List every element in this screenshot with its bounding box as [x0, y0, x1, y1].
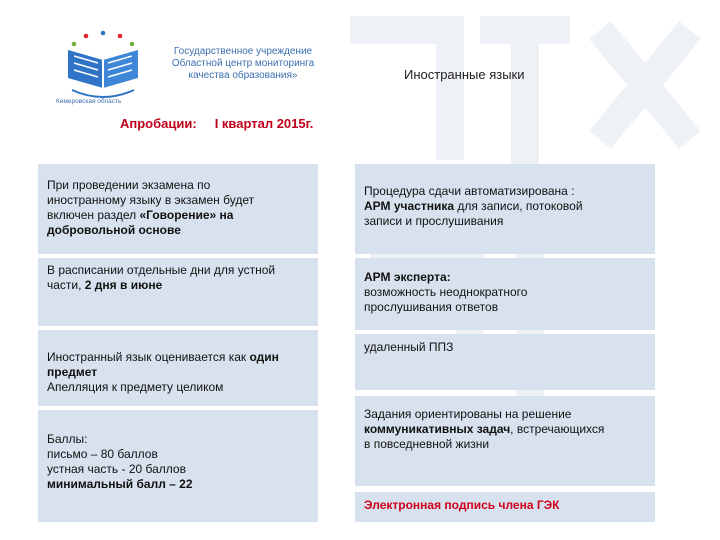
approbation-label: Апробации: [120, 116, 197, 131]
single-subject-box [38, 330, 318, 406]
oral-schedule-box [38, 258, 318, 326]
box-text: в повседневной жизни [364, 437, 490, 451]
box-bold-text: 2 дня в июне [84, 278, 163, 292]
region-label: Кемеровская область [56, 98, 122, 105]
digital-signature-box [355, 492, 655, 522]
box-bold-text: «Говорение» на [139, 208, 234, 222]
box-text: устная часть - 20 баллов [47, 462, 186, 476]
box-text: включен раздел [47, 208, 140, 222]
box-bold-text: добровольной основе [47, 223, 181, 237]
box-text: В расписании отдельные дни для устной [47, 263, 276, 277]
box-bold-text: АРМ эксперта: [364, 270, 451, 284]
box-text: Процедура сдачи автоматизирована : [364, 184, 575, 198]
box-text: Задания ориентированы на решение [364, 407, 572, 421]
scores-box [38, 410, 318, 522]
box-bold-text: один [249, 350, 279, 364]
remote-ppz-box [355, 334, 655, 390]
box-text: , встречающихся [510, 422, 605, 436]
box-text: прослушивания ответов [364, 300, 499, 314]
slide-title: Иностранные языки [404, 67, 525, 82]
communicative-tasks-box [355, 396, 655, 486]
digital-signature-text: Электронная подпись члена ГЭК [364, 498, 560, 512]
box-text: записи и прослушивания [364, 214, 504, 228]
box-text: Баллы: [47, 432, 88, 446]
box-text: При проведении экзамена по [47, 178, 211, 192]
approbation-period: I квартал 2015г. [214, 116, 314, 131]
org-line-1: Государственное учреждение [173, 46, 313, 57]
box-bold-text: коммуникативных задач [364, 422, 511, 436]
box-text: удаленный ППЗ [364, 340, 454, 354]
box-text: письмо – 80 баллов [47, 447, 158, 461]
organization-name [148, 46, 338, 82]
exam-speaking-box [38, 164, 318, 254]
box-text: Иностранный язык оценивается как [47, 350, 250, 364]
box-bold-text: минимальный балл – 22 [47, 477, 193, 491]
box-text: Апелляция к предмету целиком [47, 380, 224, 394]
box-text: иностранному языку в экзамен будет [47, 193, 255, 207]
approbation-line [120, 116, 313, 131]
participant-workstation-box [355, 164, 655, 254]
box-text: части, [47, 278, 85, 292]
box-bold-text: предмет [47, 365, 98, 379]
expert-workstation-box [355, 258, 655, 330]
box-text: для записи, потоковой [454, 199, 583, 213]
org-line-3: качества образования» [188, 70, 298, 81]
box-text: возможность неоднократного [364, 285, 528, 299]
org-line-2: Областной центр мониторинга [171, 58, 315, 69]
box-bold-text: АРМ участника [364, 199, 455, 213]
